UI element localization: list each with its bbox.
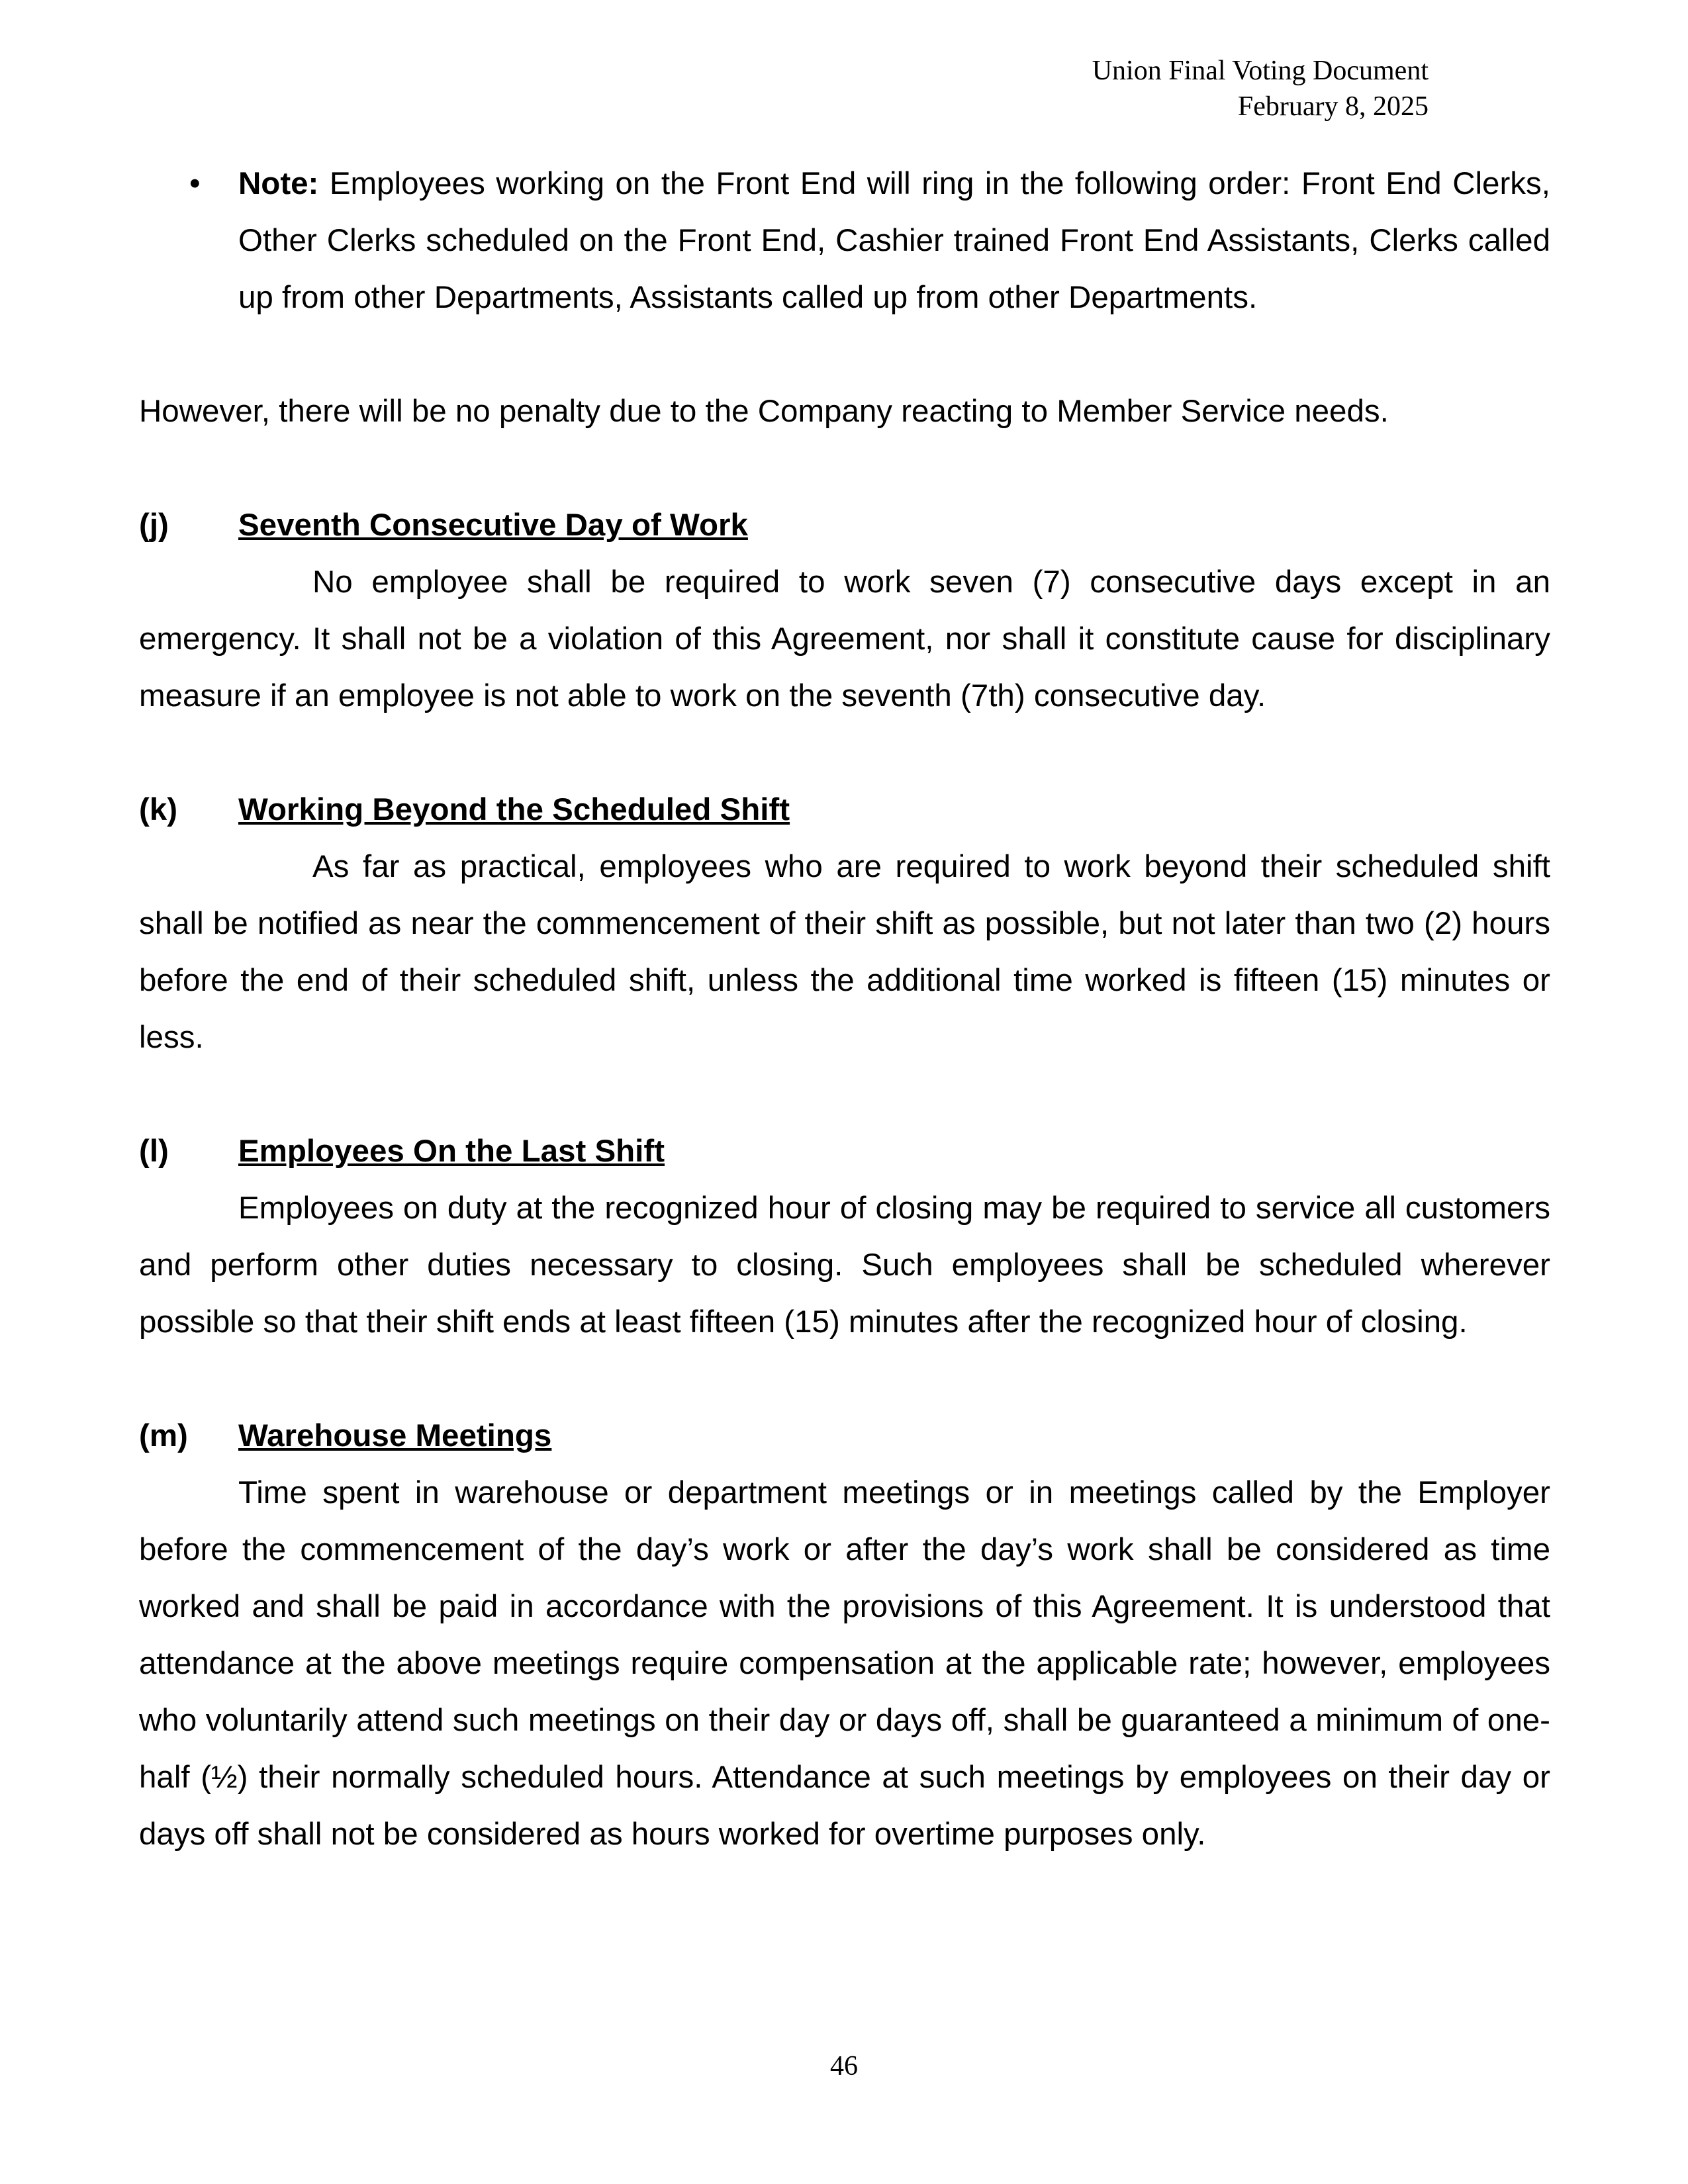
header-title: Union Final Voting Document — [1092, 56, 1429, 86]
section-letter: (k) — [139, 792, 178, 827]
section-title: Working Beyond the Scheduled Shift — [238, 792, 790, 827]
section-heading-k — [139, 782, 1550, 839]
section-body-j: No employee shall be required to work seven (7) consecutive days except in an emergency. It shall not be a violation of this Agreement, nor shall it constitute cause for disciplinary measure if an employee is not able to work on the seventh (7th) consecutive day. — [139, 565, 1550, 713]
note-text: Employees working on the Front End will ring in the following order: Front End Clerks, Other Clerks scheduled on the Front End, Cashier trained Front End Assistants, Clerks called up from other Departments, Assistants called up from other Departments. — [238, 166, 1550, 315]
section-letter: (l) — [139, 1134, 169, 1169]
note-label: Note: — [238, 166, 319, 201]
section-body-k: As far as practical, employees who are required to work beyond their scheduled shift shall be notified as near the commencement of their shift as possible, but not later than two (2) hours before the end of their scheduled shift, unless the additional time worked is fifteen (15) minutes or less. — [139, 849, 1550, 1055]
header-date: February 8, 2025 — [1237, 91, 1429, 122]
section-body-l: Employees on duty at the recognized hour of closing may be required to service all customers and perform other duties necessary to closing. Such employees shall be scheduled wherever possible so that their shift ends at least fifteen (15) minutes after the recognized hour of closing. — [139, 1191, 1550, 1340]
page-content — [139, 156, 1550, 1863]
section-letter: (j) — [139, 508, 169, 543]
bullet-icon: • — [189, 166, 201, 201]
section-heading-m — [139, 1408, 1550, 1465]
however-paragraph: However, there will be no penalty due to the Company reacting to Member Service needs. — [139, 394, 1389, 429]
section-title: Employees On the Last Shift — [238, 1134, 665, 1169]
document-header — [1092, 53, 1429, 124]
note-bullet-item — [139, 156, 1550, 326]
section-letter: (m) — [139, 1418, 188, 1453]
section-title: Warehouse Meetings — [238, 1418, 552, 1453]
section-title: Seventh Consecutive Day of Work — [238, 508, 748, 543]
section-heading-l — [139, 1123, 1550, 1180]
section-heading-j — [139, 497, 1550, 554]
page-number: 46 — [830, 2051, 858, 2081]
section-body-m: Time spent in warehouse or department meetings or in meetings called by the Employer before the commencement of the day’s work or after the day’s work shall be considered as time worked and shall be paid in accordance with the provisions of this Agreement. It is understood that attendance at the above meetings require compensation at the applicable rate; however, employees who voluntarily attend such meetings on their day or days off, shall be guaranteed a minimum of one-half (½) their normally scheduled hours. Attendance at such meetings by employees on their day or days off shall not be considered as hours worked for overtime purposes only. — [139, 1475, 1550, 1852]
